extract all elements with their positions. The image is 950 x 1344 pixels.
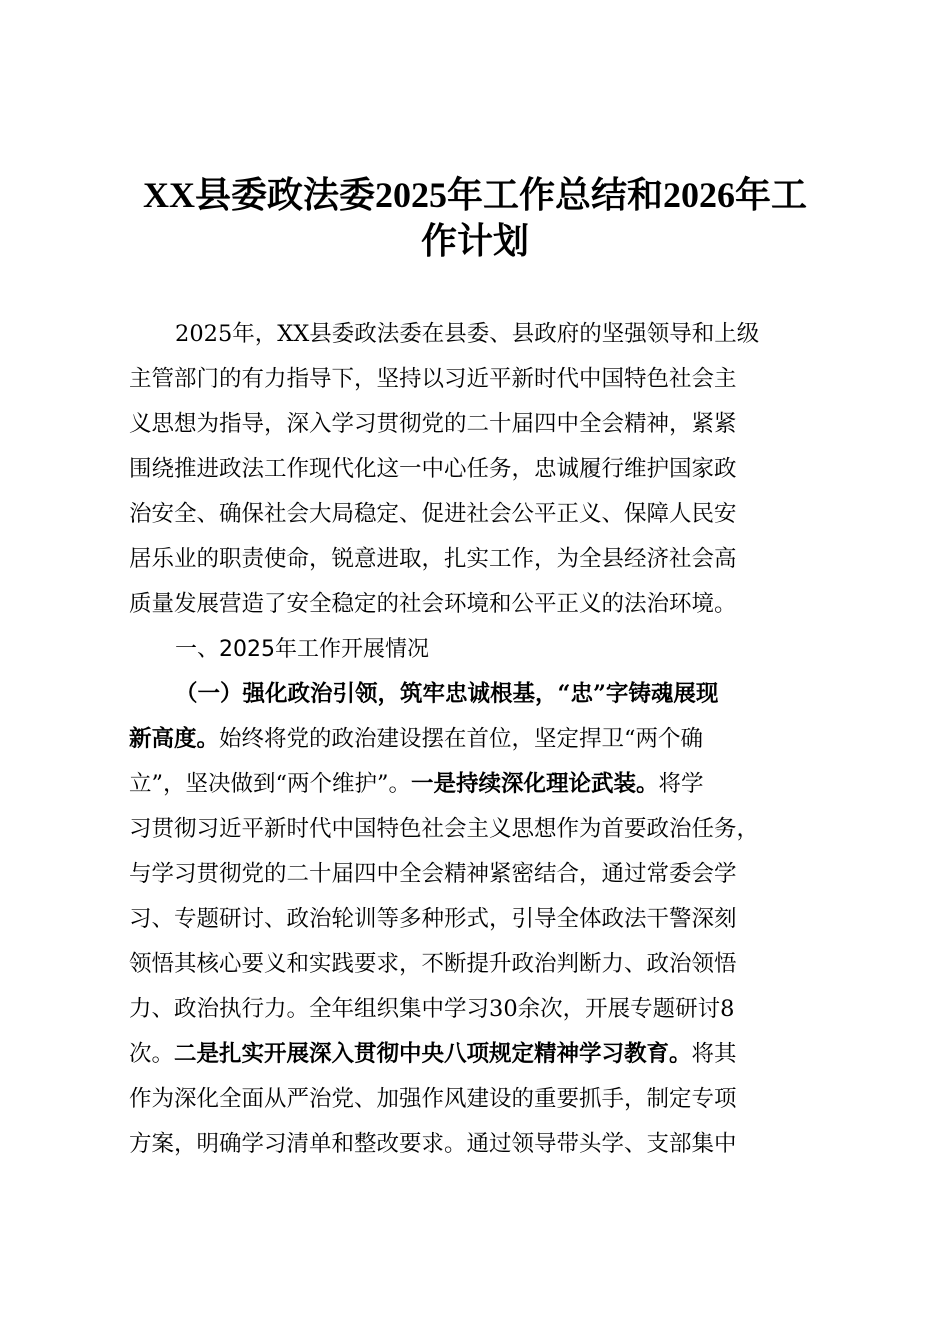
document-title-line-2: 作计划: [420, 221, 529, 261]
paragraph-line-10: 作为深化全面从严治党、加强作风建设的重要抓手，制定专项: [129, 1086, 737, 1112]
intro-line-1: 2025年，XX县委政法委在县委、县政府的坚强领导和上级: [175, 321, 760, 347]
paragraph-line-3: [129, 762, 833, 807]
paragraph-line-6: 习、专题研讨、政治轮训等多种形式，引导全体政法干警深刻: [129, 906, 737, 932]
subsection-heading-1-end: 新高度。: [129, 726, 220, 752]
intro-line-5: 治安全、确保社会大局稳定、促进社会公平正义、保障人民安: [129, 501, 737, 527]
paragraph-line-8: 力、政治执行力。全年组织集中学习30余次，开展专题研讨8: [129, 996, 735, 1022]
section-heading-1: 一、2025年工作开展情况: [175, 637, 429, 662]
intro-line-3: 义思想为指导，深入学习贯彻党的二十届四中全会精神，紧紧: [129, 411, 737, 437]
paragraph-text: 次。: [129, 1041, 175, 1067]
paragraph-text: 将学: [658, 771, 704, 797]
paragraph-line-9: [129, 1032, 833, 1077]
paragraph-text: 始终将党的政治建设摆在首位，坚定捍卫“两个确: [219, 726, 704, 752]
intro-line-2: 主管部门的有力指导下，坚持以习近平新时代中国特色社会主: [129, 366, 737, 392]
paragraph-line-4: 习贯彻习近平新时代中国特色社会主义思想作为首要政治任务，: [129, 816, 760, 842]
point-heading-1: 一是持续深化理论武装。: [411, 771, 659, 797]
paragraph-line-5: 与学习贯彻党的二十届四中全会精神紧密结合，通过常委会学: [129, 861, 737, 887]
subsection-heading-1: （一）强化政治引领，筑牢忠诚根基，“忠”字铸魂展现: [175, 681, 719, 707]
point-heading-2: 二是扎实开展深入贯彻中央八项规定精神学习教育。: [174, 1041, 692, 1067]
intro-line-6: 居乐业的职责使命，锐意进取，扎实工作，为全县经济社会高: [129, 546, 737, 572]
intro-line-7: 质量发展营造了安全稳定的社会环境和公平正义的法治环境。: [129, 591, 737, 617]
paragraph-text: 将其: [691, 1041, 737, 1067]
paragraph-line-7: 领悟其核心要义和实践要求，不断提升政治判断力、政治领悟: [129, 951, 737, 977]
intro-line-4: 围绕推进政法工作现代化这一中心任务，忠诚履行维护国家政: [129, 456, 737, 482]
paragraph-text: 立”，坚决做到“两个维护”。: [129, 771, 412, 797]
paragraph-line-2: [129, 717, 833, 762]
document-title-line-1: XX县委政法委2025年工作总结和2026年工: [143, 175, 807, 215]
paragraph-line-11: 方案，明确学习清单和整改要求。通过领导带头学、支部集中: [129, 1131, 737, 1157]
